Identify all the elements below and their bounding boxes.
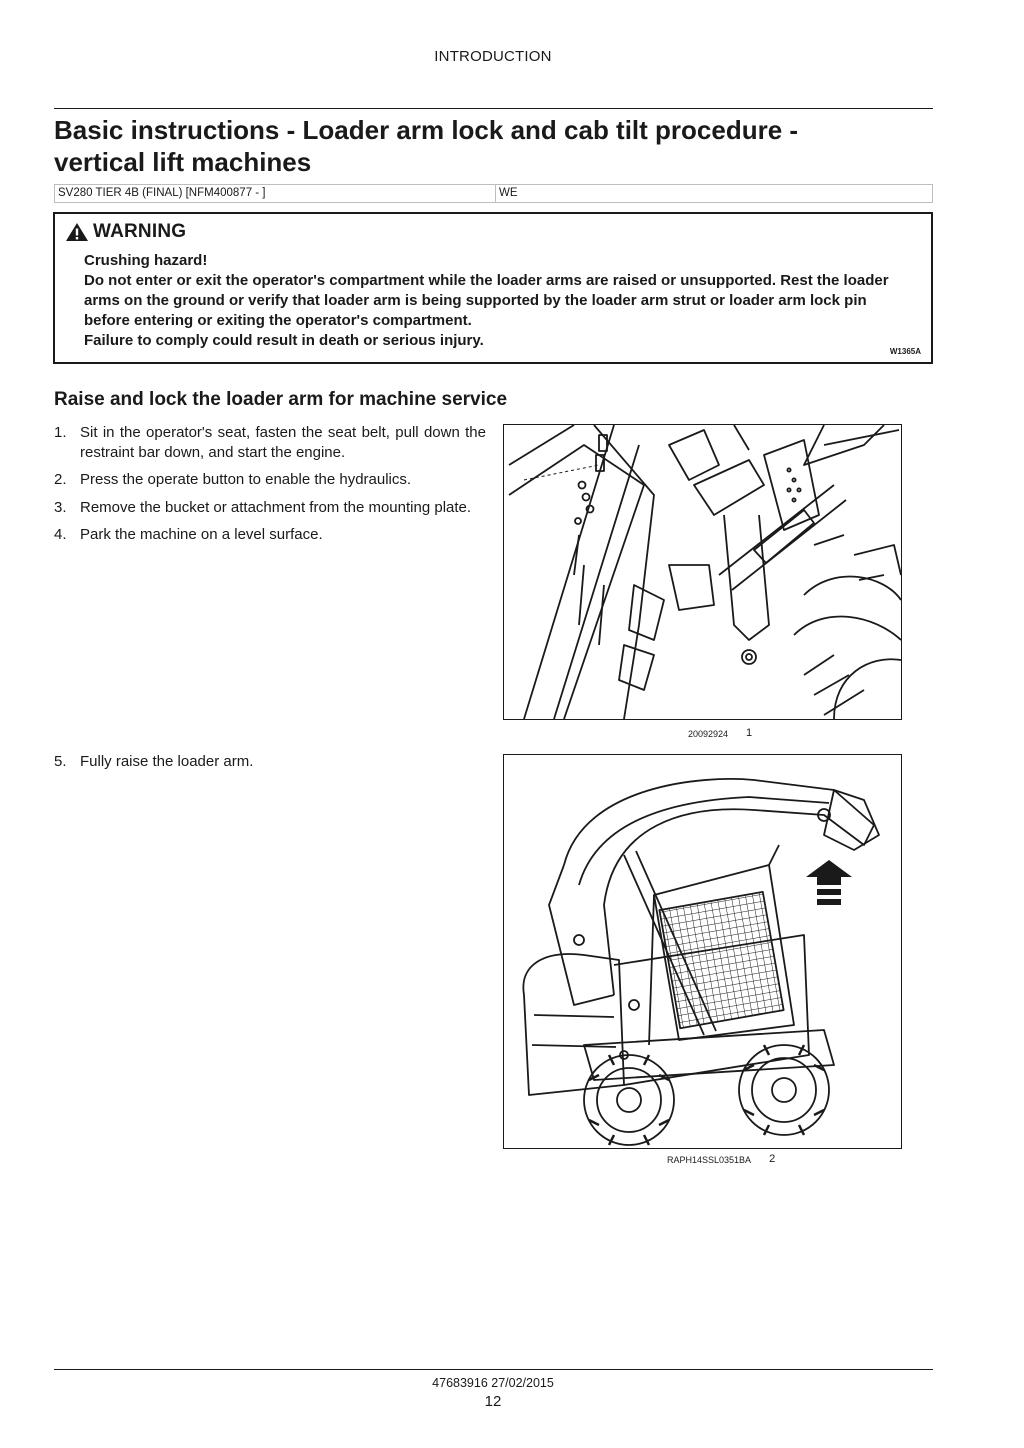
- figure-2-image: [503, 754, 902, 1149]
- list-item: [54, 498, 486, 518]
- applicability-model: SV280 TIER 4B (FINAL) [NFM400877 - ]: [55, 185, 496, 202]
- list-item: [54, 470, 486, 490]
- warning-text: Do not enter or exit the operator's compartment while the loader arms are raised or unsupported. Rest the loader arms on the ground or verify that loader arm is being supported by the loader arm strut or loader arm lock pin before entering or exiting the operator's compartment.: [84, 272, 889, 329]
- warning-body: [84, 251, 914, 351]
- warning-box: [53, 212, 933, 364]
- list-item: [54, 423, 486, 462]
- step-number: 1.: [54, 424, 67, 441]
- steps-list-continued: [54, 752, 486, 780]
- step-text: Fully raise the loader arm.: [80, 753, 254, 770]
- step-number: 3.: [54, 498, 67, 516]
- figure-2-caption: [667, 1155, 775, 1167]
- figure-1-caption: [688, 729, 752, 741]
- section-heading: Raise and lock the loader arm for machine service: [54, 389, 508, 410]
- figure-1-image: [503, 424, 902, 720]
- warning-header: [65, 221, 186, 243]
- page-title: [54, 114, 934, 178]
- step-number: 5.: [54, 753, 67, 770]
- warning-code: W1365A: [889, 347, 921, 356]
- step-text: Sit in the operator's seat, fasten the seat belt, pull down the restraint bar down, and start the engine.: [80, 424, 486, 461]
- step-number: 2.: [54, 471, 67, 488]
- warning-triangle-icon: [65, 222, 89, 242]
- title-line-1: Basic instructions - Loader arm lock and cab tilt procedure -: [54, 115, 799, 145]
- footer-rule: [54, 1369, 933, 1370]
- applicability-region: WE: [499, 187, 518, 199]
- step-text: Press the operate button to enable the hydraulics.: [80, 471, 412, 488]
- warning-label: WARNING: [93, 221, 187, 242]
- applicability-table: [54, 184, 933, 203]
- title-line-2: vertical lift machines: [54, 147, 312, 177]
- header-rule: [54, 108, 933, 109]
- figure-code: RAPH14SSL0351BA: [667, 1155, 752, 1165]
- list-item: [54, 525, 486, 545]
- steps-list: [54, 423, 486, 553]
- warning-consequence: Failure to comply could result in death or serious injury.: [84, 332, 484, 349]
- page-number: 12: [484, 1393, 502, 1410]
- figure-number: 2: [769, 1153, 776, 1165]
- figure-code: 20092924: [688, 729, 729, 739]
- figure-number: 1: [746, 727, 753, 739]
- footer-doc-code: 47683916 27/02/2015: [432, 1376, 554, 1390]
- step-text: Remove the bucket or attachment from the mounting plate.: [80, 498, 472, 516]
- warning-hazard: Crushing hazard!: [84, 252, 208, 269]
- skid-steer-raised-arm-illustration: [504, 755, 901, 1148]
- section-header: INTRODUCTION: [434, 48, 552, 65]
- loader-arm-strut-illustration: [504, 425, 901, 719]
- step-text: Park the machine on a level surface.: [80, 526, 323, 543]
- list-item: [54, 752, 486, 772]
- step-number: 4.: [54, 526, 67, 543]
